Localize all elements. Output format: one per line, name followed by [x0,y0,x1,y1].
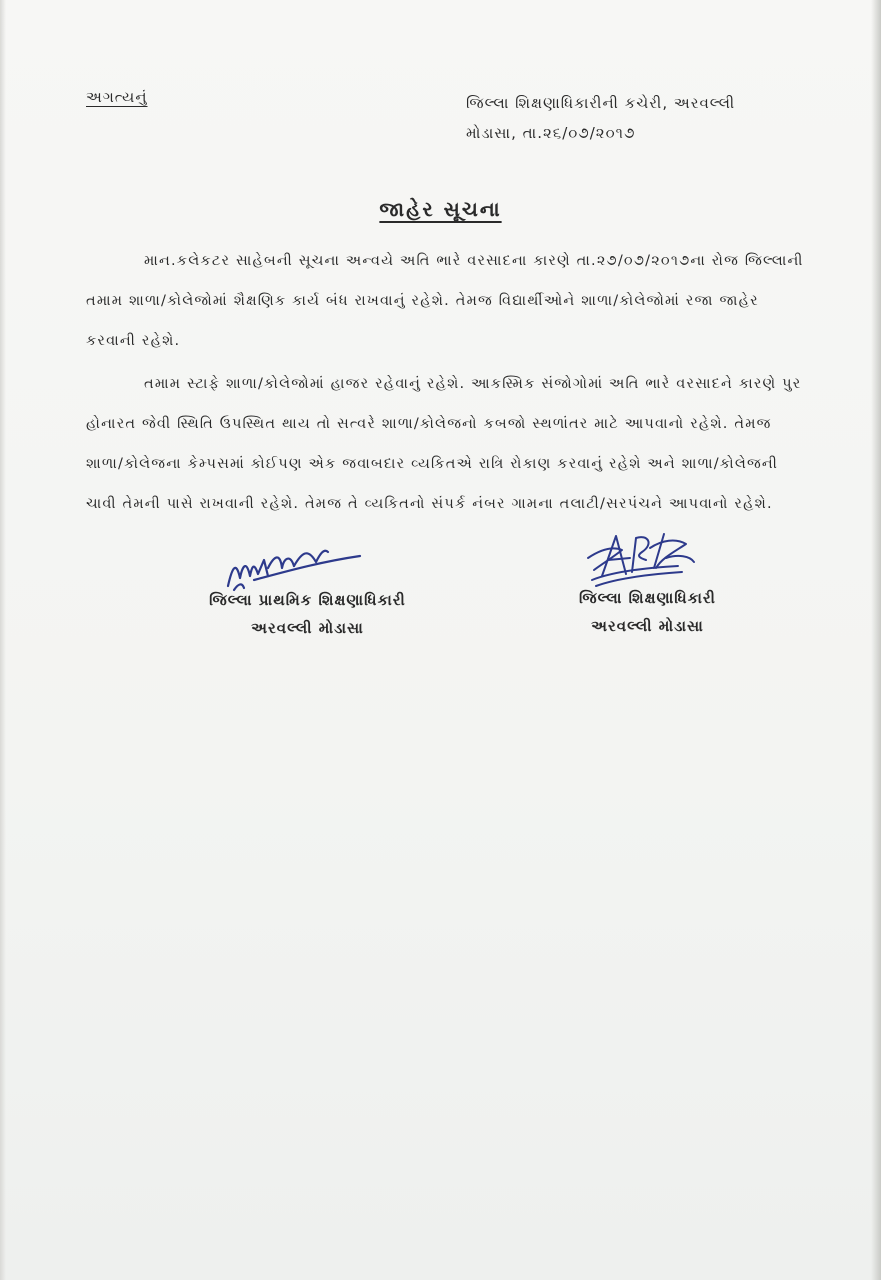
signature-right-image [582,528,702,592]
notice-paragraph-1: માન.કલેકટર સાહેબની સૂચના અન્વયે અતિ ભારે વરસાદના કારણે તા.૨૭/૦૭/૨૦૧૭ના રોજ જિલ્લાની તમામ શાળા/કોલેજોમાં શૈક્ષણિક કાર્ય બંધ રાખવાનું રહેશે. તેમજ વિદ્યાર્થીઓને શાળા/કોલેજોમાં રજા જાહેર કરવાની રહેશે. [86,253,804,349]
signatory-right-title: જિલ્લા શિક્ષણાધિકારી [579,589,716,607]
signatory-right [560,584,735,640]
notice-title [0,197,881,221]
signatory-right-place: અરવલ્લી મોડાસા [591,617,704,635]
office-address [466,88,735,148]
urgent-label: અગત્યનું [86,88,148,106]
office-date-line: મોડાસા, તા.૨૬/૦૭/૨૦૧૭ [466,124,636,142]
notice-title-text: જાહેર સૂચના [379,197,502,221]
signatory-left-title: જિલ્લા પ્રાથમિક શિક્ષણાધિકારી [209,591,406,609]
signatory-left-place: અરવલ્લી મોડાસા [251,619,364,637]
signatory-left [190,586,425,642]
notice-paragraph-2: તમામ સ્ટાફે શાળા/કોલેજોમાં હાજર રહેવાનું રહેશે. આકસ્મિક સંજોગોમાં અતિ ભારે વરસાદને કારણે પુર હોનારત જેવી સ્થિતિ ઉપસ્થિત થાય તો સત્વરે શાળા/કોલેજનો કબજો સ્થળાંતર માટે આપવાનો રહેશે. તેમજ શાળા/કોલેજના કેમ્પસમાં કોઈપણ એક જવાબદાર વ્યકિતએ રાત્રિ રોકાણ કરવાનું રહેશે અને શાળા/કોલેજની ચાવી તેમની પાસે રાખવાની રહેશે. તેમજ તે વ્યકિતનો સંપર્ક નંબર ગામના તલાટી/સરપંચને આપવાનો રહેશે. [86,376,802,512]
office-line-1: જિલ્લા શિક્ષણાધિકારીની કચેરી, અરવલ્લી [466,94,736,112]
